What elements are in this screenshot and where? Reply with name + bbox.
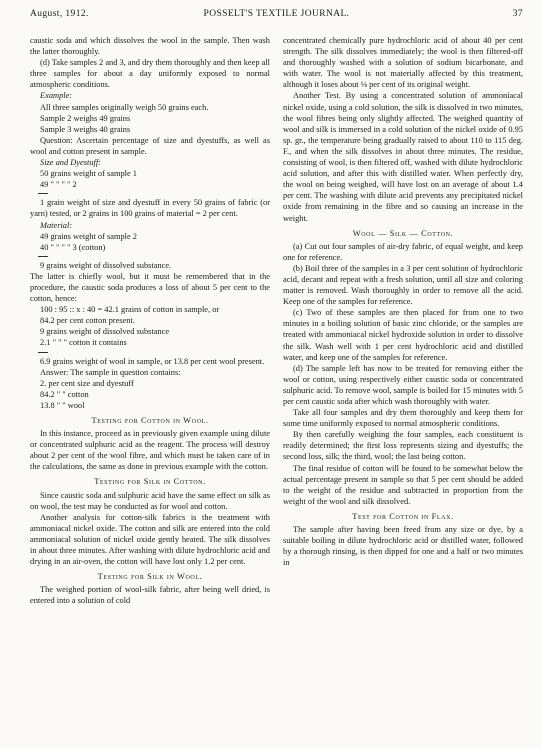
- section-heading: Testing for Cotton in Wool.: [91, 416, 209, 425]
- paragraph: The weighed portion of wool-silk fabric, after being well dried, is entered into a solution of cold: [30, 585, 270, 606]
- paragraph: Example:: [40, 91, 73, 101]
- paragraph: 6.9 grains weight of wool in sample, or 13.8 per cent wool present.: [40, 356, 265, 366]
- paragraph: Sample 3 weighs 40 grains: [40, 124, 131, 134]
- paragraph: Material:: [40, 220, 73, 230]
- paragraph: 50 grains weight of sample 1: [40, 169, 137, 179]
- paragraph: 13.8 " " wool: [40, 400, 85, 410]
- paragraph: 40 " " " " 3 (cotton): [40, 242, 106, 252]
- header-page-number: 37: [512, 9, 523, 19]
- sum-rule: [38, 193, 48, 194]
- paragraph: 9 grains weight of dissolved substance: [40, 327, 170, 337]
- paragraph: All three samples originally weigh 50 grains each.: [40, 102, 209, 112]
- right-column: [283, 35, 523, 743]
- paragraph: The latter is chiefly wool, but it must be remembered that in the procedure, the caustic soda produces a loss of about 5 per cent to the cotton, hence:: [30, 271, 270, 304]
- paragraph: Another analysis for cotton-silk fabrics is the treatment with ammoniacal nickel oxide. The cotton and silk are entered into the cold ammoniacal solution of nickel oxide gently heated. The silk dissolves in about three minutes. After washing with dilute hydrochloric acid and drying in an air-oven, the cotton will have lost only 1.2 per cent.: [30, 512, 270, 567]
- header-date: August, 1912.: [30, 9, 89, 19]
- paragraph: Another Test. By using a concentrated solution of ammoniacal nickel oxide, using a cold solution, the silk is dissolved in two minutes, the wool fibres being only slightly affected. The weighed quantity of wool and silk is immersed in a cold solution of the nickel oxide of 0.95 sp. gr., the temperature being gradually raised to about 110 to 115 deg. F., and when the silk dissolves in about three minutes. The residue, consisting of wool, is then filtered off, washed with dilute hydrochloric acid solution, and after this with distilled water. When perfectly dry, the wool on being weighed, will have lost on an average of about 1.4 per cent. The washing with dilute acid prevents any precipitated nickel oxide from remaining in the fibre and so causing an increase in the weight.: [283, 91, 523, 223]
- paragraph: 1 grain weight of size and dyestuff in every 50 grains of fabric (or yarn) tested, or 2 grains in 100 grains of material = 2 per cent.: [30, 198, 270, 219]
- paragraph: Take all four samples and dry them thoroughly and keep them for some time uniformly exposed to normal atmospheric conditions.: [283, 408, 523, 429]
- paragraph: 49 grains weight of sample 2: [40, 231, 137, 241]
- section-heading: Test for Cotton in Flax.: [352, 511, 454, 521]
- left-column: [30, 35, 270, 743]
- section-heading: Wool — Silk — Cotton.: [352, 228, 454, 238]
- paragraph: (a) Cut out four samples of air-dry fabric, of equal weight, and keep one for reference.: [283, 241, 523, 262]
- paragraph: The final residue of cotton will be found to be somewhat below the actual percentage present in sample so that 5 per cent should be added to the weight of the residue and subtracted in proportion from the weight of the wool and silk dissolved.: [283, 463, 523, 506]
- paragraph: 49 " " " " 2: [40, 180, 77, 190]
- section-heading: Testing for Silk in Cotton.: [94, 477, 206, 487]
- paragraph: (b) Boil three of the samples in a 3 per cent solution of hydrochloric acid, decant and repeat with a fresh solution, until all size and coloring matter is removed. Wash thoroughly in order to remove all the acid. Keep one of the samples for reference.: [283, 263, 523, 307]
- section-heading: Testing for Silk in Wool.: [97, 572, 203, 582]
- paragraph: By then carefully weighing the four samples, each constituent is readily determined; the first loss represents sizing and dyestuffs; the second loss, silk; the third, wool; the last being cotton.: [283, 430, 523, 462]
- paragraph: The sample after having been freed from any size or dye, by a suitable boiling in dilute hydrochloric acid or distilled water, followed by a thorough rinsing, is then dipped for one and a half or two minutes in: [283, 525, 523, 568]
- paragraph: 2.1 " " " cotton it contains: [40, 338, 127, 348]
- paragraph: In this instance, proceed as in previously given example using dilute or concentrated sulphuric acid as the reagent. The process will destroy about 2 per cent of the wool fibre, and which must be taken care of in the calculations, the same as done in previous example with the cotton.: [30, 429, 270, 472]
- paragraph: 2. per cent size and dyestuff: [40, 378, 134, 388]
- sum-rule: [38, 352, 48, 353]
- paragraph: (c) Two of these samples are then placed for from one to two minutes in a boiling solution of basic zinc chloride, or the samples are treated with ammoniacal nickel hydroxide solution in order to dissolve the silk. Wash well with 1 per cent hydrochloric acid and distilled water, and keep one of the samples for reference.: [283, 308, 523, 362]
- sum-rule: [38, 256, 48, 257]
- paragraph: 84.2 per cent cotton present.: [40, 316, 135, 326]
- paragraph: (d) Take samples 2 and 3, and dry them thoroughly and then keep all three samples for about a day uniformly exposed to normal atmospheric conditions.: [30, 58, 270, 90]
- paragraph: concentrated chemically pure hydrochloric acid of about 40 per cent strength. The silk dissolves immediately; the wool is then filtered-off and thoroughly washed with a solution of sodium bicarbonate, and with water. The wool is not materially affected by this treatment, although it loses about ⅛ per cent of its original weight.: [283, 36, 523, 90]
- paragraph: 100 : 95 :: x : 40 = 42.1 grains of cotton in sample, or: [40, 305, 220, 315]
- paragraph: Size and Dyestuff:: [40, 158, 101, 168]
- header-journal-title: POSSELT'S TEXTILE JOURNAL.: [203, 9, 350, 19]
- paragraph: 84.2 " " cotton: [40, 389, 89, 399]
- paragraph: 9 grains weight of dissolved substance.: [40, 260, 172, 270]
- paragraph: Since caustic soda and sulphuric acid have the same effect on silk as on wool, the test may be conducted as for wool and cotton.: [30, 490, 270, 511]
- paragraph: Answer: The sample in question contains:: [40, 367, 181, 377]
- paragraph: caustic soda and which dissolves the wool in the sample. Then wash the latter thoroughly.: [30, 36, 270, 57]
- paragraph: (d) The sample left has now to be treated for removing either the wool or cotton, using respectively either caustic soda or concentrated sulphuric acid. To remove wool, sample is boiled for 15 minutes with 5 per cent caustic soda after which wash thoroughly with water.: [283, 363, 523, 406]
- paragraph: Question: Ascertain percentage of size and dyestuffs, as well as wool and cotton present in sample.: [30, 135, 270, 156]
- page-header: [30, 9, 523, 25]
- paragraph: Sample 2 weighs 49 grains: [40, 113, 131, 123]
